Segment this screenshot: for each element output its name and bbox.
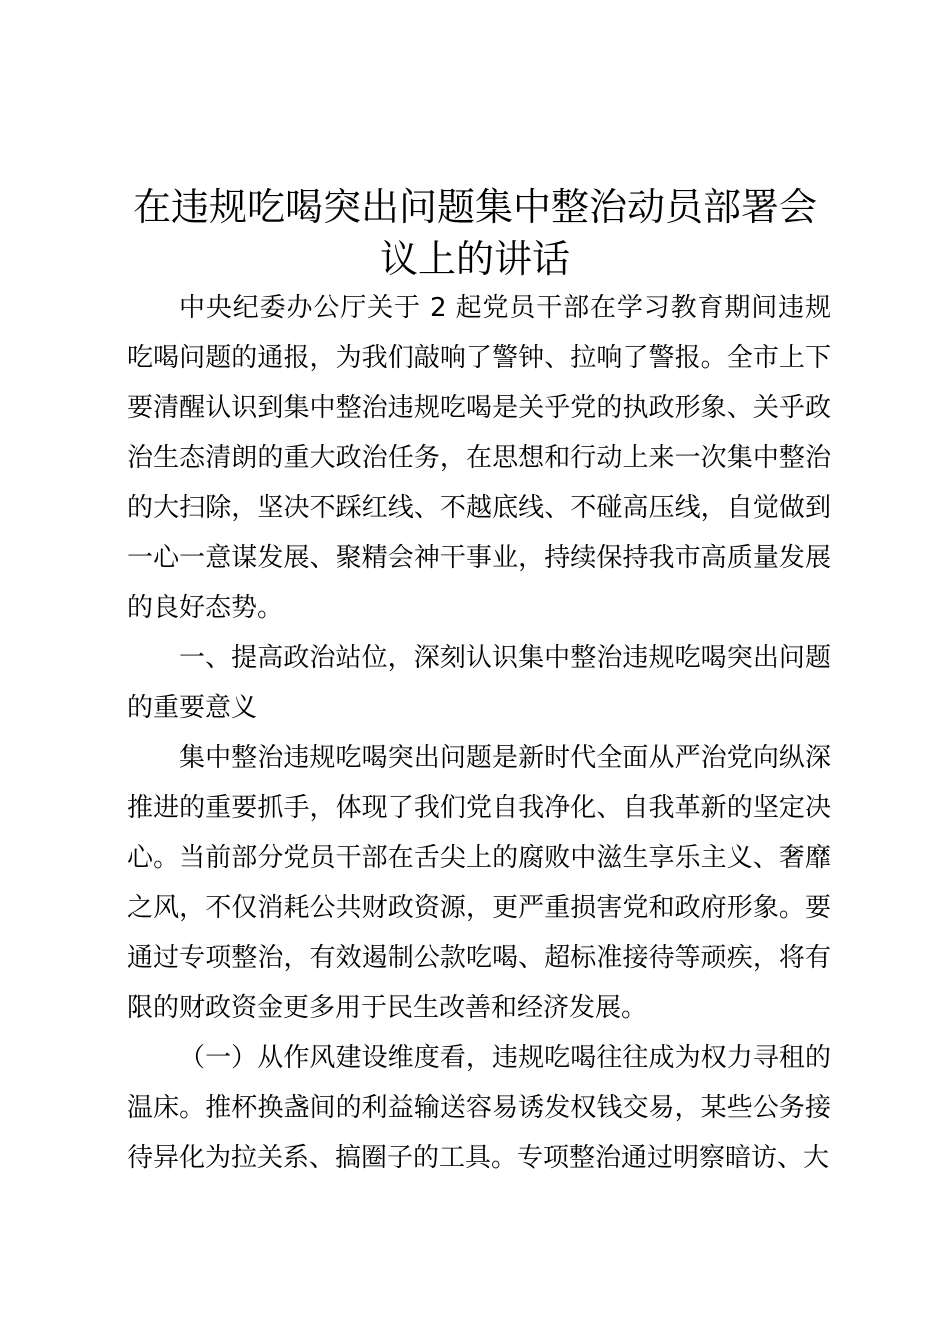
paragraph-significance: 集中整治违规吃喝突出问题是新时代全面从严治党向纵深推进的重要抓手，体现了我们党自我净化、自我革新的坚定决心。当前部分党员干部在舌尖上的腐败中滋生享乐主义、奢靡之风，不仅消耗公共财政资源，更严重损害党和政府形象。要通过专项整治，有效遏制公款吃喝、超标准接待等顽疾，将有限的财政资金更多用于民生改善和经济发展。 <box>127 743 831 1023</box>
section-heading-1: 一、提高政治站位，深刻认识集中整治违规吃喝突出问题的重要意义 <box>127 643 831 723</box>
paragraph-subsection-1: （一）从作风建设维度看，违规吃喝往往成为权力寻租的温床。推杯换盏间的利益输送容易诱发权钱交易，某些公务接待异化为拉关系、搞圈子的工具。专项整治通过明察暗访、大 <box>127 1043 831 1173</box>
document-body <box>127 283 831 1183</box>
document-title: 在违规吃喝突出问题集中整治动员部署会议上的讲话 <box>132 185 817 281</box>
paragraph-intro: 中央纪委办公厅关于 2 起党员干部在学习教育期间违规吃喝问题的通报，为我们敲响了警钟、拉响了警报。全市上下要清醒认识到集中整治违规吃喝是关乎党的执政形象、关乎政治生态清朗的重大政治任务，在思想和行动上来一次集中整治的大扫除，坚决不踩红线、不越底线、不碰高压线，自觉做到一心一意谋发展、聚精会神干事业，持续保持我市高质量发展的良好态势。 <box>127 293 831 623</box>
